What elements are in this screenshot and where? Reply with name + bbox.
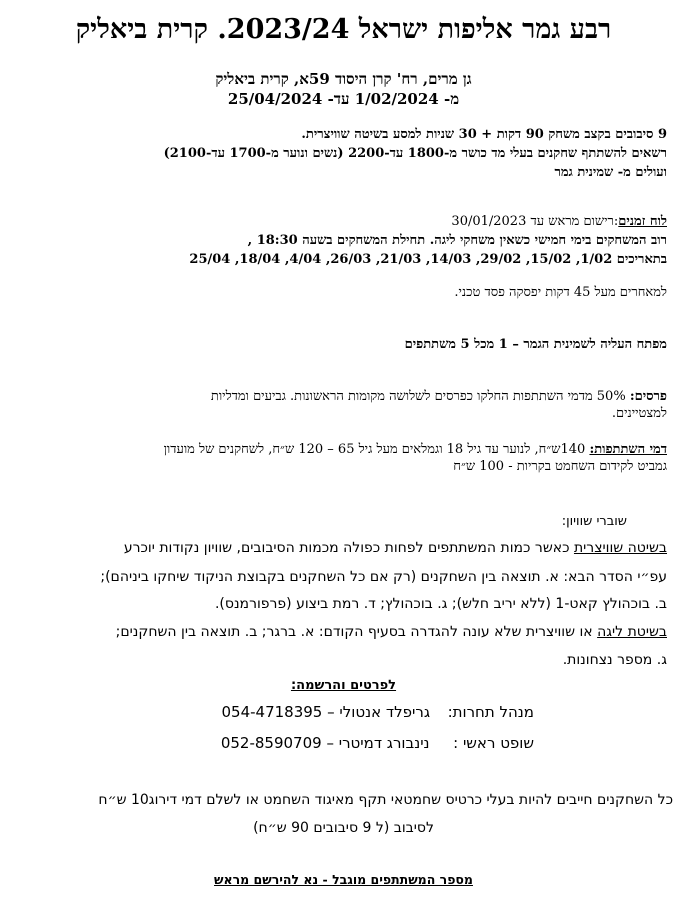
arbiter-role: שופט ראשי :: [453, 734, 534, 752]
tiebreak-swiss-line-1: [124, 540, 667, 556]
fees-line-2: גמביט לקידום השחמט בקריות - 100 ש״ח: [453, 459, 667, 474]
schedule-registration-line: [451, 213, 667, 229]
license-note-line-1: כל השחקנים חייבים להיות בעלי כרטיס שחמטאי תקף מאיגוד השחמט או לשלם דמי דירוג10 ש״ח: [98, 792, 673, 808]
league-label: בשיטת ליגה: [597, 624, 667, 640]
arbiter-phone: – 052-8590709: [220, 734, 334, 752]
schedule-label: לוח זמנים: [618, 214, 667, 229]
swiss-text: כאשר כמות המשתתפים לפחות כפולה מכמות הסיבובים, שוויון נקודות יוכרע: [123, 540, 574, 556]
late-arrival-note: למאחרים מעל 45 דקות יפסקה פסד טכני.: [454, 285, 667, 300]
director-role: מנהל תחרות:: [447, 703, 534, 721]
tiebreak-league-line-2: ג. מספר נצחונות.: [562, 652, 667, 668]
tiebreak-league-line-1: [116, 624, 667, 640]
prizes-line-1: [211, 388, 667, 404]
fees-line-1: [164, 441, 667, 457]
page-title: רבע גמר אליפות ישראל 2023/24. קרית ביאליק: [75, 14, 612, 45]
fees-text: 140ש״ח, לנוער עד גיל 18 וגמלאים מעל גיל 65 – 120 ש״ח, לשחקנים של מועדון: [163, 442, 586, 457]
tournament-dates: מ- 1/02/2024 עד- 25/04/2024: [227, 90, 460, 108]
prizes-label: פרסים:: [629, 389, 667, 404]
schedule-dates: בתאריכים 1/02, 15/02, 29/02, 14/03, 21/03, 26/03, 4/04, 18/04, 25/04: [189, 252, 667, 267]
registration-deadline: :רישום מראש עד 30/01/2023: [451, 214, 619, 229]
fees-label: דמי השתתפות:: [589, 442, 667, 457]
license-note-line-2: לסיבוב (ל 9 סיבובים 90 ש״ח): [253, 820, 434, 836]
director-row: [222, 703, 535, 721]
league-text: או שוויצרית שלא עונה להגדרה בסעיף הקודם: א. ברגר; ב. תוצאה בין השחקנים;: [115, 624, 598, 640]
venue-address: גן מרים, רח' קרן היסוד 59א, קרית ביאליק: [215, 70, 472, 88]
director-phone: – 054-4718395: [221, 703, 335, 721]
schedule-line-2: רוב המשחקים בימי חמישי כשאין משחקי ליגה. תחילת המשחקים בשעה 18:30 ,: [247, 233, 667, 248]
tiebreaks-heading: שוברי שוויון:: [561, 514, 627, 529]
contacts-heading: לפרטים והרשמה:: [290, 678, 397, 693]
qualification-key: מפתח העליה לשמינית הגמר – 1 מכל 5 משתתפים: [404, 337, 667, 352]
tiebreak-swiss-line-2: עפ״י הסדר הבא: א. תוצאה בין השחקנים (רק אם כל השחקנים בקבוצת הניקוד שיחקו ביניהם);: [100, 569, 667, 585]
arbiter-name: נינבורג דמיטרי: [338, 734, 430, 752]
format-line-2: רשאים להשתתף שחקנים בעלי מד כושר מ-1800 עד-2200 (נשים ונוער מ-1700 עד-2100): [163, 146, 667, 161]
prizes-line-2: למצטיינים.: [611, 406, 667, 421]
arbiter-row: [221, 734, 534, 752]
tiebreak-swiss-line-3: ב. בוכהולץ קאט-1 (ללא יריב חלש); ג. בוכהולץ; ד. רמת ביצוע (פרפורמנס).: [214, 596, 667, 612]
director-name: גריפלד אנטולי: [339, 703, 431, 721]
swiss-label: בשיטה שוויצרית: [573, 540, 667, 556]
prizes-text: 50% מדמי השתתפות החלקו כפרסים לשלושה מקומות הראשונות. גביעים ומדליות: [210, 389, 626, 404]
footer-note: מספר המשתתפים מוגבל - נא להירשם מראש: [214, 872, 473, 887]
format-line-3: ועולים מ- שמינית גמר: [554, 165, 667, 180]
format-line-1: 9 סיבובים בקצב משחק 90 דקות + 30 שניות למסע בשיטה שוויצרית.: [301, 127, 667, 142]
